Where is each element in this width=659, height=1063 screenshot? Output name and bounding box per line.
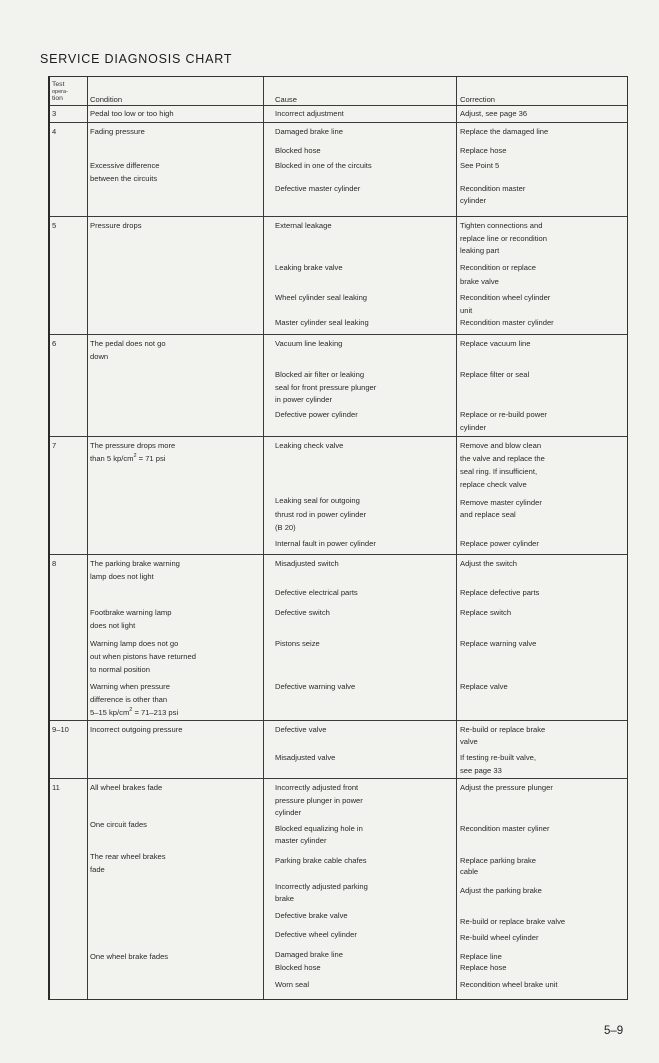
correction-text: See Point 5 — [460, 161, 500, 170]
cause-text: Leaking brake valve — [275, 263, 343, 272]
condition-text: Pedal too low or too high — [90, 109, 174, 118]
cause-text: External leakage — [275, 221, 332, 230]
cause-text: Defective wheel cylinder — [275, 930, 357, 939]
correction-text: and replace seal — [460, 510, 516, 519]
cause-text: Defective brake valve — [275, 911, 348, 920]
header-test-line: tion — [52, 95, 63, 102]
correction-text: Replace hose — [460, 146, 507, 155]
correction-text: unit — [460, 306, 473, 315]
cause-text: Internal fault in power cylinder — [275, 539, 376, 548]
correction-text: Replace switch — [460, 608, 512, 617]
cause-text: Defective valve — [275, 725, 327, 734]
correction-text: Replace warning valve — [460, 639, 537, 648]
cause-text: Worn seal — [275, 980, 310, 989]
correction-text: Replace filter or seal — [460, 370, 530, 379]
condition-text: Fading pressure — [90, 127, 145, 136]
cause-text: Vacuum line leaking — [275, 339, 343, 348]
correction-text: Recondition master cylinder — [460, 318, 554, 327]
cause-text: pressure plunger in power — [275, 796, 363, 805]
cause-text: brake — [275, 894, 294, 903]
correction-text: Replace line — [460, 952, 502, 961]
condition-text: to normal position — [90, 665, 150, 674]
row-divider — [50, 105, 627, 106]
correction-text: seal ring. If insufficient, — [460, 467, 538, 476]
cause-text: Defective switch — [275, 608, 330, 617]
cause-text: Damaged brake line — [275, 950, 343, 959]
correction-text: the valve and replace the — [460, 454, 545, 463]
correction-text: cylinder — [460, 196, 487, 205]
correction-text: replace line or recondition — [460, 234, 547, 243]
correction-text: replace check valve — [460, 480, 527, 489]
correction-text: Re-build wheel cylinder — [460, 933, 539, 942]
cause-text: master cylinder — [275, 836, 327, 845]
correction-text: Replace vacuum line — [460, 339, 531, 348]
condition-text: fade — [90, 865, 105, 874]
cause-text: seal for front pressure plunger — [275, 383, 377, 392]
header-correction: Correction — [460, 95, 496, 104]
condition-text: Incorrect outgoing pressure — [90, 725, 183, 734]
correction-text: Adjust the pressure plunger — [460, 783, 553, 792]
test-number: 7 — [52, 441, 57, 450]
condition-text: lamp does not light — [90, 572, 154, 581]
cause-text: Defective electrical parts — [275, 588, 358, 597]
correction-text: Adjust the switch — [460, 559, 517, 568]
cause-text: Defective warning valve — [275, 682, 356, 691]
condition-text: The rear wheel brakes — [90, 852, 166, 861]
test-number: 11 — [52, 783, 60, 792]
test-number: 9–10 — [52, 725, 69, 734]
condition-text: Pressure drops — [90, 221, 142, 230]
header-condition: Condition — [90, 95, 123, 104]
cause-text: Blocked air filter or leaking — [275, 370, 365, 379]
cause-text: Pistons seize — [275, 639, 320, 648]
header-test-line: Test — [52, 81, 65, 88]
cause-text: Defective master cylinder — [275, 184, 361, 193]
correction-text: Recondition wheel brake unit — [460, 980, 558, 989]
cause-text: Master cylinder seal leaking — [275, 318, 369, 327]
cause-text: thrust rod in power cylinder — [275, 510, 367, 519]
correction-text: Replace valve — [460, 682, 508, 691]
row-divider — [50, 334, 627, 335]
cause-text: Incorrectly adjusted front — [275, 783, 359, 792]
correction-text: Re-build or replace brake — [460, 725, 546, 734]
header-cause: Cause — [275, 95, 297, 104]
cause-text: Leaking check valve — [275, 441, 344, 450]
test-number: 4 — [52, 127, 57, 136]
row-divider — [50, 436, 627, 437]
correction-text: Recondition master — [460, 184, 526, 193]
correction-text: Adjust, see page 36 — [460, 109, 528, 118]
correction-text: Remove and blow clean — [460, 441, 542, 450]
cause-text: Wheel cylinder seal leaking — [275, 293, 368, 302]
cause-text: cylinder — [275, 808, 302, 817]
row-divider — [50, 778, 627, 779]
condition-text: Warning when pressure — [90, 682, 170, 691]
correction-text: leaking part — [460, 246, 500, 255]
cause-text: Misadjusted valve — [275, 753, 336, 762]
cause-text: Damaged brake line — [275, 127, 343, 136]
condition-text: between the circuits — [90, 174, 158, 183]
cause-text: Parking brake cable chafes — [275, 856, 367, 865]
cause-text: Blocked equalizing hole in — [275, 824, 363, 833]
row-divider — [50, 720, 627, 721]
page-number: 5–9 — [604, 1025, 624, 1037]
condition-text: Footbrake warning lamp — [90, 608, 172, 617]
diagnosis-table — [48, 76, 628, 1000]
cause-text: Blocked hose — [275, 963, 321, 972]
correction-text: valve — [460, 737, 478, 746]
correction-text: Replace parking brake — [460, 856, 536, 865]
header-test-line: opera- — [52, 89, 68, 95]
row-divider — [50, 216, 627, 217]
condition-text: out when pistons have returned — [90, 652, 196, 661]
condition-text: The pressure drops more — [90, 441, 176, 450]
cause-text: Misadjusted switch — [275, 559, 339, 568]
test-number: 3 — [52, 109, 57, 118]
row-divider — [50, 554, 627, 555]
condition-text: difference is other than — [90, 695, 168, 704]
cause-text: Incorrect adjustment — [275, 109, 344, 118]
correction-text: brake valve — [460, 277, 499, 286]
condition-text: does not light — [90, 621, 136, 630]
correction-text: cylinder — [460, 423, 487, 432]
cause-text: Defective power cylinder — [275, 410, 358, 419]
correction-text: Replace power cylinder — [460, 539, 539, 548]
condition-text: All wheel brakes fade — [90, 783, 163, 792]
condition-text: Excessive difference — [90, 161, 160, 170]
test-number: 8 — [52, 559, 57, 568]
header-test — [52, 81, 68, 102]
row-divider — [50, 122, 627, 123]
cause-text: Leaking seal for outgoing — [275, 496, 360, 505]
cause-text: Blocked hose — [275, 146, 321, 155]
correction-text: Adjust the parking brake — [460, 886, 542, 895]
correction-text: Recondition or replace — [460, 263, 536, 272]
condition-text: One wheel brake fades — [90, 952, 169, 961]
cause-text: Incorrectly adjusted parking — [275, 882, 368, 891]
correction-text: Tighten connections and — [460, 221, 543, 230]
condition-text: One circuit fades — [90, 820, 147, 829]
condition-text: The parking brake warning — [90, 559, 180, 568]
condition-text: Warning lamp does not go — [90, 639, 179, 648]
correction-text: Replace hose — [460, 963, 507, 972]
correction-text: If testing re-built valve, — [460, 753, 536, 762]
test-number: 5 — [52, 221, 57, 230]
correction-text: Remove master cylinder — [460, 498, 542, 507]
cause-text: in power cylinder — [275, 395, 332, 404]
correction-text: Replace the damaged line — [460, 127, 549, 136]
cause-text: (B 20) — [275, 523, 296, 532]
test-number: 6 — [52, 339, 57, 348]
cause-text: Blocked in one of the circuits — [275, 161, 372, 170]
correction-text: Recondition wheel cylinder — [460, 293, 551, 302]
condition-text: down — [90, 352, 109, 361]
correction-text: Recondition master cyliner — [460, 824, 550, 833]
condition-text: 5–15 $kp/cm^2 = 71-213$ psi — [90, 707, 179, 717]
correction-text: see page 33 — [460, 766, 502, 775]
correction-text: cable — [460, 867, 479, 876]
correction-text: Re-build or replace brake valve — [460, 917, 566, 926]
condition-text: The pedal does not go — [90, 339, 166, 348]
correction-text: Replace or re-build power — [460, 410, 547, 419]
condition-text: than 5 $kp/cm^2 = 71$ psi — [90, 453, 166, 463]
correction-text: Replace defective parts — [460, 588, 540, 597]
page-title: SERVICE DIAGNOSIS CHART — [40, 52, 233, 66]
